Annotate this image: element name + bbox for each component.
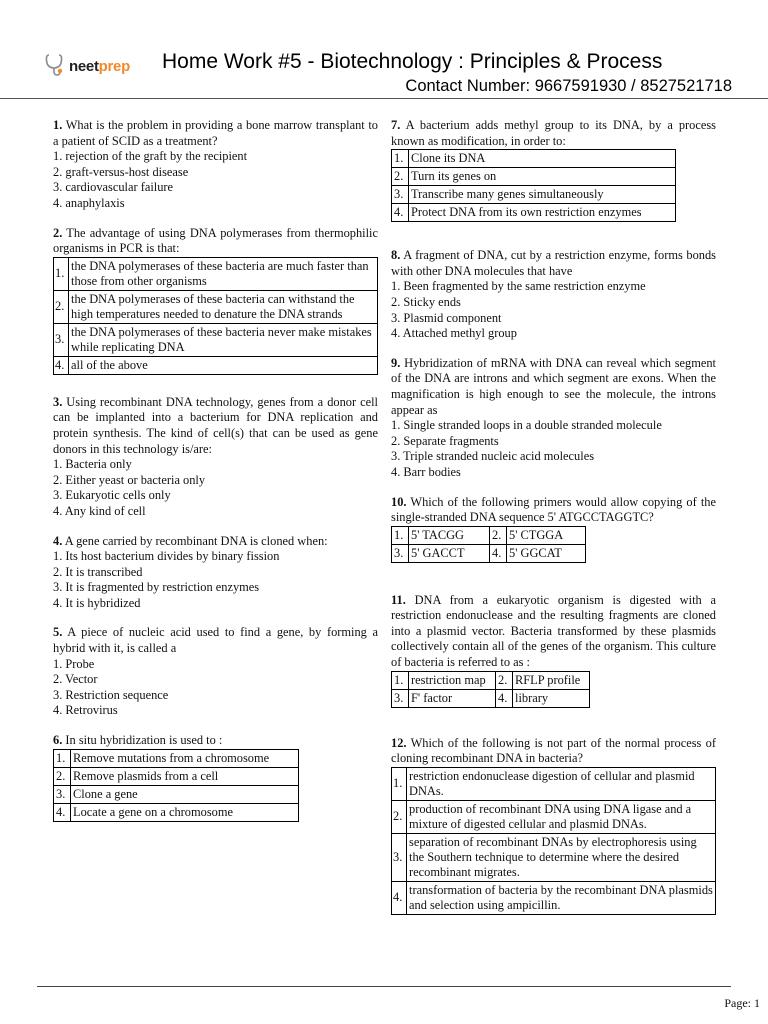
- option: 3. Plasmid component: [391, 310, 502, 325]
- page-title: Home Work #5 - Biotechnology : Principles & Process: [162, 50, 663, 73]
- table-row: 3. Clone a gene: [54, 785, 299, 803]
- options-table: [391, 671, 590, 708]
- option: 3. cardiovascular failure: [53, 180, 174, 195]
- question-10: 10. Which of the following primers would allow copying of the single-stranded DNA sequence 5' ATGCCTAGGTC? 1. 5' TACGG 2. 5' CTGGA 3. 5' GACCT 4. 5' GGCAT: [391, 495, 716, 563]
- option: 4. Attached methyl group: [391, 326, 517, 341]
- options-table: [391, 149, 676, 222]
- table-row: 4. Protect DNA from its own restriction enzymes: [392, 204, 676, 222]
- question-3: 3. Using recombinant DNA technology, genes from a donor cell can be implanted into a bacterium for DNA replication and protein synthesis. The kind of cell(s) that can be used as gene donors in this technology is/are: 1. Bacteria only 2. Either yeast or bacteria only 3. Eukaryotic cells only 4. Any kind of cell: [53, 394, 378, 518]
- question-12: 12. Which of the following is not part of the normal process of cloning recombinant DNA in bacteria? 1. restriction endonuclease digestion of cellular and plasmid DNAs. 2. production of recombinant DNA using DNA ligase and a mixture of digested cellular and plasmid DNAs. 3. separation of recombinant DNAs by electrophoresis using the Southern technique to determine where the desired recombinant migrates. 4. transformation of bacteria by the recombinant DNA plasmids and selection using ampicillin.: [391, 736, 716, 915]
- table-row: 1. 5' TACGG 2. 5' CTGGA: [392, 526, 586, 544]
- table-row: 3. separation of recombinant DNAs by electrophoresis using the Southern technique to determine where the desired recombinant migrates.: [392, 833, 716, 881]
- table-row: 4. all of the above: [54, 356, 378, 374]
- table-row: 3. F' factor 4. library: [392, 689, 590, 707]
- table-row: 3. 5' GACCT 4. 5' GGCAT: [392, 544, 586, 562]
- table-row: 2. production of recombinant DNA using DNA ligase and a mixture of digested cellular and plasmid DNAs.: [392, 800, 716, 833]
- table-row: 1. Clone its DNA: [392, 150, 676, 168]
- table-row: 1. restriction endonuclease digestion of cellular and plasmid DNAs.: [392, 767, 716, 800]
- option: 1. Bacteria only: [53, 457, 132, 472]
- stethoscope-icon: [44, 53, 66, 79]
- logo-text: neetprep: [69, 57, 130, 75]
- option: 2. Vector: [53, 672, 98, 687]
- question-8: 8. A fragment of DNA, cut by a restriction enzyme, forms bonds with other DNA molecules that have 1. Been fragmented by the same restriction enzyme 2. Sticky ends 3. Plasmid component 4. Attached methyl group: [391, 248, 716, 341]
- option: 4. It is hybridized: [53, 595, 141, 610]
- table-row: 1. the DNA polymerases of these bacteria are much faster than those from other organisms: [54, 257, 378, 290]
- right-column: [391, 118, 716, 929]
- option: 4. Barr bodies: [391, 464, 461, 479]
- question-1: 1. What is the problem in providing a bone marrow transplant to a patient of SCID as a treatment? 1. rejection of the graft by the recipient 2. graft-versus-host disease 3. cardiovascular failure 4. anaphylaxis: [53, 118, 378, 210]
- option: 1. Single stranded loops in a double stranded molecule: [391, 418, 662, 433]
- table-row: 2. Turn its genes on: [392, 168, 676, 186]
- option: 4. Retrovirus: [53, 703, 118, 718]
- options-table: [391, 767, 716, 915]
- table-row: 3. the DNA polymerases of these bacteria never make mistakes while replicating DNA: [54, 323, 378, 356]
- footer-divider: [37, 986, 731, 987]
- option: 2. Sticky ends: [391, 294, 461, 309]
- option: 2. Either yeast or bacteria only: [53, 472, 206, 487]
- page-number: Page: 1: [724, 996, 760, 1010]
- question-7: 7. A bacterium adds methyl group to its DNA, by a process known as modification, in order to: 1. Clone its DNA 2. Turn its genes on 3. Transcribe many genes simultaneously 4. Protect DNA from its own restriction enzymes: [391, 118, 716, 222]
- option: 2. graft-versus-host disease: [53, 164, 189, 179]
- table-row: 1. Remove mutations from a chromosome: [54, 749, 299, 767]
- option: 3. Eukaryotic cells only: [53, 488, 171, 503]
- option: 4. anaphylaxis: [53, 195, 125, 210]
- question-2: 2. The advantage of using DNA polymerases from thermophilic organisms in PCR is that: 1. the DNA polymerases of these bacteria are much faster than those from other organisms 2. the DNA polymerases of these bacteria can withstand the high temperatures needed to denature the DNA strands 3. the DNA polymerases of these bacteria never make mistakes while replicating DNA 4. all of the above: [53, 226, 378, 375]
- option: 3. It is fragmented by restriction enzymes: [53, 580, 260, 595]
- question-5: 5. A piece of nucleic acid used to find a gene, by forming a hybrid with it, is called a 1. Probe 2. Vector 3. Restriction sequence 4. Retrovirus: [53, 625, 378, 718]
- table-row: 2. Remove plasmids from a cell: [54, 767, 299, 785]
- question-9: 9. Hybridization of mRNA with DNA can reveal which segment of the DNA are introns and which segment are exons. When the magnification is high enough to see the molecule, the introns appear as 1. Single stranded loops in a double stranded molecule 2. Separate fragments 3. Triple stranded nucleic acid molecules 4. Barr bodies: [391, 355, 716, 479]
- option: 4. Any kind of cell: [53, 503, 146, 518]
- option: 3. Restriction sequence: [53, 687, 169, 702]
- table-row: 1. restriction map 2. RFLP profile: [392, 671, 590, 689]
- logo: [44, 52, 130, 80]
- table-row: 3. Transcribe many genes simultaneously: [392, 186, 676, 204]
- options-table: [391, 526, 586, 563]
- option: 1. rejection of the graft by the recipient: [53, 149, 248, 164]
- option: 3. Triple stranded nucleic acid molecules: [391, 449, 595, 464]
- contact-number: Contact Number: 9667591930 / 8527521718: [405, 77, 732, 95]
- question-6: 6. In situ hybridization is used to : 1. Remove mutations from a chromosome 2. Remove plasmids from a cell 3. Clone a gene 4. Locate a gene on a chromosome: [53, 733, 378, 822]
- option: 1. Its host bacterium divides by binary fission: [53, 549, 280, 564]
- question-11: 11. DNA from a eukaryotic organism is digested with a restriction endonuclease and the resulting fragments are cloned into a plasmid vector. Bacteria transformed by these plasmids collectively contain all of the genes of the organism. This culture of bacteria is referred to as : 1. restriction map 2. RFLP profile 3. F' factor 4. library: [391, 593, 716, 708]
- table-row: 2. the DNA polymerases of these bacteria can withstand the high temperatures needed to denature the DNA strands: [54, 290, 378, 323]
- options-table: [53, 749, 299, 822]
- header-divider: [0, 98, 768, 99]
- question-4: 4. A gene carried by recombinant DNA is cloned when: 1. Its host bacterium divides by binary fission 2. It is transcribed 3. It is fragmented by restriction enzymes 4. It is hybridized: [53, 534, 378, 612]
- option: 1. Been fragmented by the same restriction enzyme: [391, 279, 646, 294]
- option: 2. It is transcribed: [53, 564, 143, 579]
- left-column: [53, 118, 378, 836]
- options-table: [53, 257, 378, 375]
- table-row: 4. transformation of bacteria by the recombinant DNA plasmids and selection using ampicillin.: [392, 881, 716, 914]
- table-row: 4. Locate a gene on a chromosome: [54, 803, 299, 821]
- option: 2. Separate fragments: [391, 433, 499, 448]
- option: 1. Probe: [53, 656, 95, 671]
